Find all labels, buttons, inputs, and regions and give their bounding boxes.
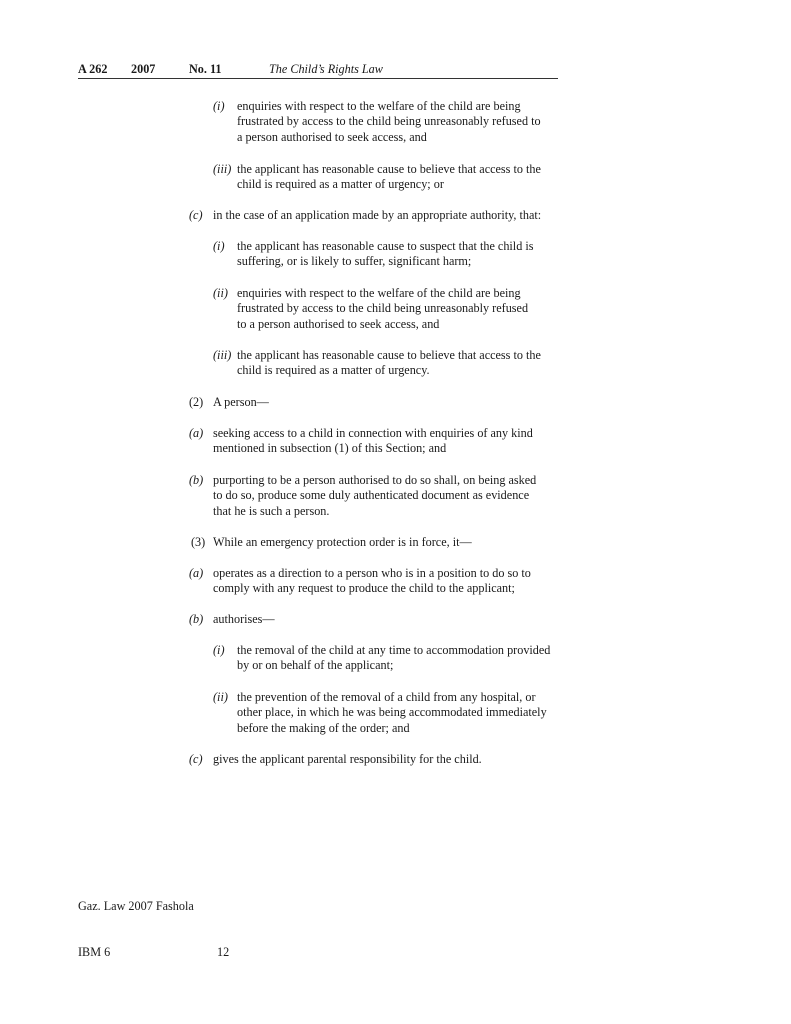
- item-text: [213, 473, 559, 519]
- text-line: While an emergency protection order is in force, it—: [213, 535, 472, 549]
- text-line: suffering, or is likely to suffer, significant harm;: [237, 254, 472, 269]
- text-line: purporting to be a person authorised to do so shall, on being asked: [213, 473, 537, 487]
- item-text: [237, 239, 559, 270]
- item-label: (ii): [213, 690, 228, 704]
- text-line: child is required as a matter of urgency; or: [237, 177, 444, 192]
- gazette-note: Gaz. Law 2007 Fashola: [78, 899, 194, 913]
- item-label: (i): [213, 643, 225, 657]
- item-text: [213, 752, 559, 767]
- text-line: enquiries with respect to the welfare of the child are being: [237, 286, 521, 300]
- item-text: [213, 395, 559, 410]
- text-line: in the case of an application made by an appropriate authority, that:: [213, 208, 542, 222]
- item-text: [213, 535, 559, 550]
- text-line: to a person authorised to seek access, and: [237, 316, 440, 331]
- text-line: authorises—: [213, 612, 275, 626]
- item-text: [237, 690, 559, 736]
- text-line: the applicant has reasonable cause to suspect that the child is: [237, 239, 534, 253]
- running-header: [78, 62, 558, 79]
- print-code: IBM 6: [78, 945, 111, 959]
- text-line: by or on behalf of the applicant;: [237, 658, 394, 673]
- text-line: gives the applicant parental responsibility for the child.: [213, 752, 482, 766]
- page-reference: A 262: [78, 62, 108, 76]
- item-label: (b): [189, 612, 204, 626]
- header-number: No. 11: [189, 62, 222, 76]
- item-label: (i): [213, 239, 225, 253]
- item-label: (iii): [213, 348, 232, 362]
- text-line: that he is such a person.: [213, 503, 330, 518]
- item-text: [237, 99, 559, 145]
- text-line: the applicant has reasonable cause to believe that access to the: [237, 348, 541, 362]
- item-label: (a): [189, 426, 204, 440]
- item-label: (c): [189, 752, 203, 766]
- item-text: [237, 162, 559, 193]
- item-text: [213, 426, 559, 457]
- item-label: (i): [213, 99, 225, 113]
- item-label: (iii): [213, 162, 232, 176]
- text-line: a person authorised to seek access, and: [237, 129, 427, 144]
- text-line: operates as a direction to a person who is in a position to do so to: [213, 566, 531, 580]
- text-line: other place, in which he was being accommodated immediately: [237, 705, 547, 720]
- text-line: the prevention of the removal of a child from any hospital, or: [237, 690, 536, 704]
- item-text: [237, 286, 559, 332]
- item-label: (a): [189, 566, 204, 580]
- item-text: [213, 612, 559, 627]
- item-label: (3): [191, 535, 206, 549]
- item-label: (ii): [213, 286, 228, 300]
- item-text: [237, 348, 559, 379]
- text-line: child is required as a matter of urgency.: [237, 363, 430, 378]
- header-year: 2007: [131, 62, 156, 76]
- text-line: A person—: [213, 395, 269, 409]
- text-line: frustrated by access to the child being unreasonably refused to: [237, 114, 541, 129]
- document-title: The Child’s Rights Law: [269, 62, 383, 76]
- item-text: [213, 566, 559, 597]
- page-number: 12: [217, 945, 230, 959]
- item-label: (b): [189, 473, 204, 487]
- item-text: [237, 643, 559, 674]
- text-line: to do so, produce some duly authenticated document as evidence: [213, 488, 530, 503]
- item-label: (c): [189, 208, 203, 222]
- text-line: the applicant has reasonable cause to believe that access to the: [237, 162, 541, 176]
- text-line: before the making of the order; and: [237, 720, 410, 735]
- text-line: frustrated by access to the child being unreasonably refused: [237, 301, 529, 316]
- item-label: (2): [189, 395, 204, 409]
- text-line: enquiries with respect to the welfare of the child are being: [237, 99, 521, 113]
- text-line: mentioned in subsection (1) of this Section; and: [213, 441, 447, 456]
- text-line: seeking access to a child in connection with enquiries of any kind: [213, 426, 533, 440]
- text-line: the removal of the child at any time to accommodation provided: [237, 643, 551, 657]
- item-text: [213, 208, 559, 223]
- text-line: comply with any request to produce the child to the applicant;: [213, 581, 515, 596]
